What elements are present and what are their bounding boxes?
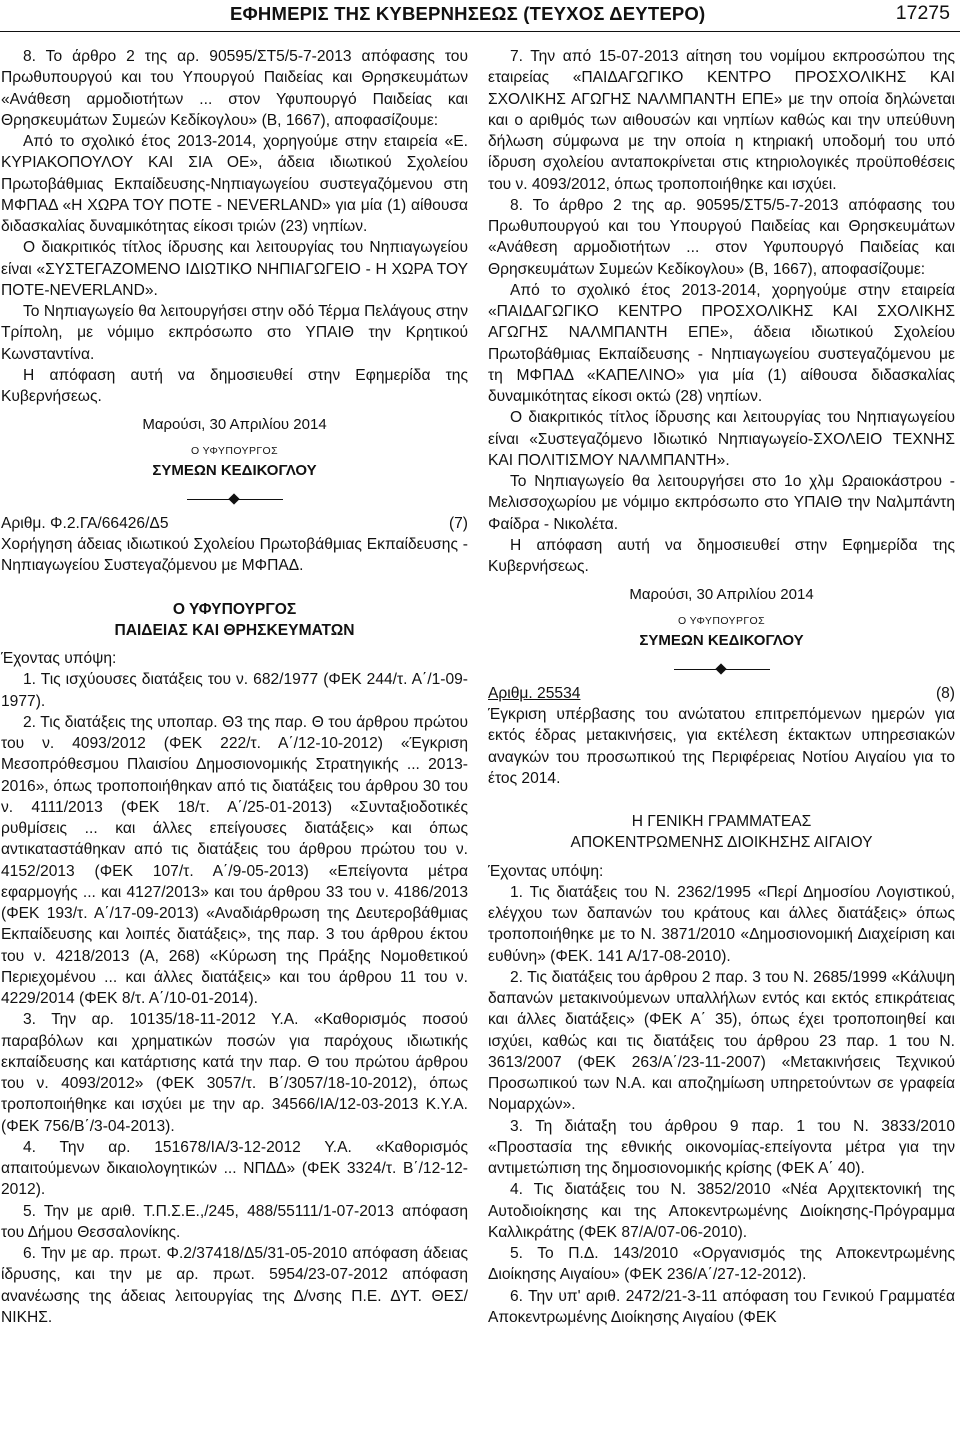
paragraph: Από το σχολικό έτος 2013-2014, χορηγούμε στην εταιρεία «ΠΑΙΔΑΓΩΓΙΚΟ ΚΕΝΤΡΟ ΠΡΟΣΧΟΛΙΚΗΣ ΚΑΙ ΣΧΟΛΙΚΗΣ ΑΓΩΓΗΣ ΝΑΛΜΠΑΝΤΗ ΕΠΕ», άδεια ιδιωτικού Σχολείου Πρωτοβάθμιας Εκπαίδευσης - Νηπιαγωγείου συστεγαζόμενου με τη ΜΦΠΑΔ «ΚΑΠΕΛΙΝΟ» για μία (1) αίθουσα διδασκαλίας δυναμικότητας είκοσι οκτώ (28) νηπίων. bbox=[488, 281, 955, 405]
decision-title: Χορήγηση άδειας ιδιωτικού Σχολείου Πρωτοβάθμιας Εκπαίδευσης - Νηπιαγωγείου Συστεγαζόμενου με ΜΦΠΑΔ. bbox=[1, 536, 468, 575]
paragraph: 8. Το άρθρο 2 της αρ. 90595/ΣΤ5/5-7-2013 απόφασης του Πρωθυπουργού και του Υπουργού Παιδείας και Θρησκευμάτων «Ανάθεση αρμοδιοτήτων ... στον Υφυπουργό Παιδείας και Θρησκευμάτων Συμεών Κεδίκογλου» (Β, 1667), αποφασίζουμε: bbox=[488, 196, 955, 278]
authority-title: Η ΓΕΝΙΚΗ ΓΡΑΜΜΑΤΕΑΣ bbox=[631, 813, 812, 830]
authority-subtitle: ΠΑΙΔΕΙΑΣ ΚΑΙ ΘΡΗΣΚΕΥΜΑΤΩΝ bbox=[114, 621, 355, 639]
list-item: 2. Τις διατάξεις του άρθρου 2 παρ. 3 του Ν. 2685/1999 «Κάλυψη δαπανών μετακινούμενων υπαλλήλων εντός και εκτός επικράτειας και άλλες διατάξεις» (ΦΕΚ Α΄ 35), όπως έχει τροποποιηθεί και ισχύει, καθώς και τις διατάξεις του άρθρου 23 παρ. 1 του Ν. 3613/2007 (ΦΕΚ 263/Α΄/23-11-2007) «Μετακινήσεις Τεχνικού Προσωπικού των Ν.Α. και αποζημίωση υπηρετούντων σε γραφεία Νομαρχών». bbox=[488, 968, 955, 1114]
paragraph: Ο διακριτικός τίτλος ίδρυσης και λειτουργίας του Νηπιαγωγείου είναι «Συστεγαζόμενο Ιδιωτικό Νηπιαγωγείο-ΣΧΟΛΕΙΟ ΤΕΧΝΗΣ ΚΑΙ ΠΟΛΙΤΙΣΜΟΥ ΝΑΛΜΠΑΝΤΗ». bbox=[488, 409, 955, 469]
decision-index: (7) bbox=[448, 514, 468, 532]
list-item: 3. Τη διάταξη του άρθρου 9 παρ. 1 του Ν. 3833/2010 «Προστασία της εθνικής οικονομίας-επείγοντα μέτρα για την αντιμετώπιση της δημοσιονομικής κρίσης (ΦΕΚ Α΄ 40). bbox=[488, 1117, 955, 1177]
paragraph: Η απόφαση αυτή να δημοσιευθεί στην Εφημερίδα της Κυβερνήσεως. bbox=[1, 366, 468, 405]
list-item: 3. Την αρ. 10135/18-11-2012 Υ.Α. «Καθορισμός ποσού παραβόλων και χρηματικών ποσών για παρόχους ιδιωτικής εκπαίδευσης και κατάρτισης κατά την παρ. Θ του πρώτου άρθρου του ν. 4093/2012» (ΦΕΚ 3057/τ. Β΄/3057/18-10-2012), όπως τροποποιήθηκε και ισχύει με την αρ. 34566/ΙΑ/12-03-2013 Κ.Υ.Α. (ΦΕΚ 756/Β΄/3-04-2013). bbox=[1, 1011, 468, 1135]
authority-title: Ο ΥΦΥΠΟΥΡΓΟΣ bbox=[172, 600, 297, 618]
list-item: 1. Τις ισχύουσες διατάξεις του ν. 682/1977 (ΦΕΚ 244/τ. Α΄/1-09-1977). bbox=[1, 671, 468, 710]
list-item: 5. Την με αριθ. Τ.Π.Σ.Ε.,/245, 488/55111/1-07-2013 απόφαση του Δήμου Θεσσαλονίκης. bbox=[1, 1202, 468, 1241]
page-header bbox=[0, 0, 960, 34]
page-number: 17275 bbox=[895, 2, 950, 24]
decision-number-text: Αριθμ. Φ.2.ΓΑ/66426/Δ5 bbox=[1, 514, 169, 532]
list-item: 4. Την αρ. 151678/ΙΑ/3-12-2012 Υ.Α. «Καθορισμός απαιτούμενων δικαιολογητικών ... ΝΠΔΔ» (ΦΕΚ 3324/τ. Β΄/12-12-2012). bbox=[1, 1138, 468, 1199]
list-item: 6. Την με αρ. πρωτ. Φ.2/37418/Δ5/31-05-2010 απόφαση άδειας ίδρυσης, και την με αρ. πρωτ. 5954/23-07-2012 απόφαση ανανέωσης της άδειας λειτουργίας της Δ/νσης Π.Ε. ΔΥΤ. ΘΕΣ/ΝΙΚΗΣ. bbox=[1, 1245, 468, 1326]
considering-heading: Έχοντας υπόψη: bbox=[488, 862, 604, 880]
paragraph: 7. Την από 15-07-2013 αίτηση του νομίμου εκπροσώπου της εταιρείας «ΠΑΙΔΑΓΩΓΙΚΟ ΚΕΝΤΡΟ ΠΡΟΣΧΟΛΙΚΗΣ ΚΑΙ ΣΧΟΛΙΚΗΣ ΑΓΩΓΗΣ ΝΑΛΜΠΑΝΤΗ ΕΠΕ» με την οποία δηλώνεται και ο αριθμός των αιθουσών και νηπίων καθώς και την υπεύθυνη δήλωση σύμφωνα με την οποία η κτηριακή υποδομή του υπό ίδρυση σχολείου ανταποκρίνεται στις κτηριολογικές προϋποθέσεις του ν. 4093/2012, όπως τροποποιήθηκε και ισχύει. bbox=[488, 48, 955, 193]
paragraph: Ο διακριτικός τίτλος ίδρυσης και λειτουργίας του Νηπιαγωγείου είναι «ΣΥΣΤΕΓΑΖΟΜΕΝΟ ΙΔΙΩΤΙΚΟ ΝΗΠΙΑΓΩΓΕΙΟ - Η ΧΩΡΑ ΤΟΥ ΠΟΤΕ-NEVERLAND». bbox=[1, 239, 468, 299]
left-column bbox=[1, 46, 468, 1328]
gazette-title: ΕΦΗΜΕΡΙΣ ΤΗΣ ΚΥΒΕΡΝΗΣΕΩΣ (ΤΕΥΧΟΣ ΔΕΥΤΕΡΟ) bbox=[230, 3, 706, 24]
header-rule bbox=[0, 31, 960, 32]
list-item: 1. Τις διατάξεις του Ν. 2362/1995 «Περί Δημοσίου Λογιστικού, ελέγχου των δαπανών του κράτους και άλλες διατάξεις» όπως τροποποιήθηκε με το Ν. 3871/2010 «Δημοσιονομική Διαχείριση και ευθύνη» (ΦΕΚ. 141 Α/17-08-2010). bbox=[488, 883, 955, 965]
signer-role: Ο ΥΦΥΠΟΥΡΓΟΣ bbox=[190, 444, 278, 457]
decision-number bbox=[488, 683, 955, 704]
list-item: 2. Τις διατάξεις της υποπαρ. Θ3 της παρ. Θ του άρθρου πρώτου του ν. 4093/2012 (ΦΕΚ 222/τ. Α΄/12-10-2012) «Έγκριση Μεσοπρόθεσμου Πλαισίου Δημοσιονομικής Στρατηγικής ... 2013-2016», όπως τροποποιήθηκαν από τις διατάξεις του άρθρου 30 του ν. 4111/2013 (ΦΕΚ 18/τ. Α΄/25-01-2013) «Συνταξιοδοτικές ρυθμίσεις ... και άλλες επείγουσες διατάξεις» και όπως αντικαταστάθηκαν από τις διατάξεις του άρθρου πρώτου του ν. 4152/2013 (ΦΕΚ 107/τ. Α΄/9-05-2013) «Επείγοντα μέτρα εφαρμογής ... και 4127/2013» και του άρθρου 33 του ν. 4186/2013 (ΦΕΚ 193/τ. Α΄/17-09-2013) «Αναδιάρθρωση της Δευτεροβάθμιας Εκπαίδευσης και λοιπές διατάξεις», της παρ. 3 του άρθρου έκτου του ν. 4218/2013 (Α, 268) «Κύρωση της Πράξης Νομοθετικού Περιεχομένου ... και άλλες διατάξεις» και του άρθρου 11 του ν. 4229/2014 (ΦΕΚ 8/τ. Α΄/10-01-2014). bbox=[1, 713, 468, 1007]
list-item: 4. Τις διατάξεις του Ν. 3852/2010 «Νέα Αρχιτεκτονική της Αυτοδιοίκησης και της Αποκεντρωμένης Διοίκησης-Πρόγραμμα Καλλικράτης (ΦΕΚ 87/Α/07-06-2010). bbox=[488, 1181, 955, 1241]
paragraph: Η απόφαση αυτή να δημοσιευθεί στην Εφημερίδα της Κυβερνήσεως. bbox=[488, 536, 955, 575]
list-item: 5. Το Π.Δ. 143/2010 «Οργανισμός της Αποκεντρωμένης Διοίκησης Αιγαίου» (ΦΕΚ 236/Α΄/27-12-2012). bbox=[488, 1245, 955, 1284]
paragraph: Το Νηπιαγωγείο θα λειτουργήσει στην οδό Τέρμα Πελάγους στην Τρίπολη, με νόμιμο εκπρόσωπο στο ΥΠΑΙΘ την Κρητικού Κωνσταντίνα. bbox=[1, 303, 468, 363]
authority-subtitle: ΑΠΟΚΕΝΤΡΩΜΕΝΗΣ ΔΙΟΙΚΗΣΗΣ ΑΙΓΑΙΟΥ bbox=[570, 834, 873, 852]
section-separator bbox=[674, 665, 770, 673]
decision-title: Έγκριση υπέρβασης του ανώτατου επιτρεπόμενων ημερών για εκτός έδρας μετακινήσεις, για εκτέλεση έκτακτων υπηρεσιακών αναγκών του προσωπικού της Περιφέρειας Νοτίου Αιγαίου για το έτος 2014. bbox=[488, 706, 955, 787]
decision-number bbox=[1, 513, 468, 534]
right-column bbox=[488, 46, 955, 1328]
signer-name: ΣΥΜΕΩΝ ΚΕΔΙΚΟΓΛΟΥ bbox=[152, 461, 317, 479]
decision-number-text: Αριθμ. 25534 bbox=[488, 684, 581, 702]
list-item: 6. Την υπ' αριθ. 2472/21-3-11 απόφαση του Γενικού Γραμματέα Αποκεντρωμένης Διοίκησης Αιγαίου (ΦΕΚ bbox=[488, 1287, 955, 1326]
signer-name: ΣΥΜΕΩΝ ΚΕΔΙΚΟΓΛΟΥ bbox=[639, 631, 804, 649]
considering-heading: Έχοντας υπόψη: bbox=[1, 650, 117, 667]
paragraph: 8. Το άρθρο 2 της αρ. 90595/ΣΤ5/5-7-2013 απόφασης του Πρωθυπουργού και του Υπουργού Παιδείας και Θρησκευμάτων «Ανάθεση αρμοδιοτήτων ... στον Υφυπουργό Παιδείας και Θρησκευμάτων Συμεών Κεδίκογλου» (Β, 1667), αποφασίζουμε: bbox=[1, 48, 468, 129]
section-separator bbox=[187, 495, 283, 503]
paragraph: Το Νηπιαγωγείο θα λειτουργήσει στο 1ο χλμ Ωραιοκάστρου - Μελισσοχωρίου με νόμιμο εκπρόσωπο στο ΥΠΑΙΘ την Ναλμπάντη Φαίδρα - Νικολέτα. bbox=[488, 473, 955, 533]
place-date: Μαρούσι, 30 Απριλίου 2014 bbox=[142, 416, 327, 434]
place-date: Μαρούσι, 30 Απριλίου 2014 bbox=[629, 586, 814, 604]
paragraph: Από το σχολικό έτος 2013-2014, χορηγούμε στην εταιρεία «Ε. ΚΥΡΙΑΚΟΠΟΥΛΟΥ ΚΑΙ ΣΙΑ ΟΕ», άδεια ιδιωτικού Σχολείου Πρωτοβάθμιας Εκπαίδευσης-Νηπιαγωγείου συστεγαζόμενου στη ΜΦΠΑΔ «Η ΧΩΡΑ ΤΟΥ ΠΟΤΕ - NEVERLAND» για μία (1) αίθουσα διδασκαλίας δυναμικότητας είκοσι τριών (23) νηπίων. bbox=[1, 133, 468, 235]
signer-role: Ο ΥΦΥΠΟΥΡΓΟΣ bbox=[677, 614, 765, 627]
decision-index: (8) bbox=[935, 684, 955, 702]
